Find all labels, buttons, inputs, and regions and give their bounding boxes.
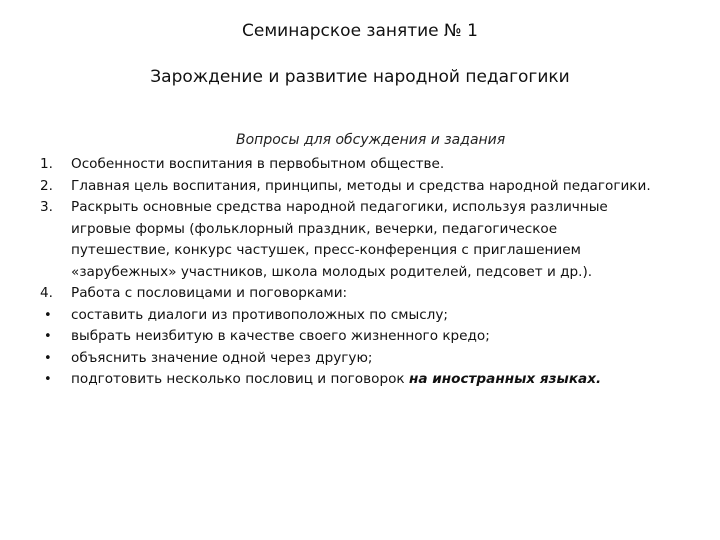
list-item	[0, 305, 720, 327]
list-item	[0, 154, 720, 176]
list-item	[0, 326, 720, 348]
page-title: Семинарское занятие № 1	[242, 21, 478, 41]
questions-heading: Вопросы для обсуждения и задания	[236, 132, 506, 148]
list-item	[0, 369, 720, 391]
list-item	[0, 197, 720, 283]
bullet-marker: •	[44, 307, 52, 323]
emphasis-text: на иностранных языках.	[408, 371, 602, 387]
list-item-text: Главная цель воспитания, принципы, методы и средства народной педагогики.	[71, 177, 651, 194]
list-number: 1.	[40, 156, 53, 172]
bullet-marker: •	[44, 350, 52, 366]
list-item-text: составить диалоги из противоположных по смыслу;	[71, 306, 448, 323]
bullet-marker: •	[44, 372, 52, 387]
bullet-marker: •	[44, 329, 52, 344]
list-item-text: Особенности воспитания в первобытном обществе.	[71, 156, 445, 172]
list-item-text: объяснить значение одной через другую;	[71, 349, 373, 366]
list-item-text: подготовить несколько пословиц и поговорок	[71, 371, 409, 387]
list-number: 2.	[40, 177, 53, 194]
seminar-topic: Зарождение и развитие народной педагогики	[150, 67, 570, 87]
questions-list	[0, 154, 720, 391]
list-item-text: Раскрыть основные средства народной педагогики, используя различные игровые формы (фольклорный праздник, вечерки, педагогическое путешествие, конкурс частушек, пресс-конференция с приглашением «зарубежных» участников, школа молодых родителей, педсовет и др.).	[71, 199, 608, 280]
list-item	[0, 176, 720, 198]
list-number: 4.	[40, 285, 53, 301]
list-number: 3.	[40, 199, 53, 215]
list-item-text: выбрать неизбитую в качестве своего жизненного кредо;	[71, 328, 490, 344]
list-item	[0, 348, 720, 370]
list-item	[0, 283, 720, 305]
list-item-text: Работа с пословицами и поговорками:	[71, 285, 348, 301]
